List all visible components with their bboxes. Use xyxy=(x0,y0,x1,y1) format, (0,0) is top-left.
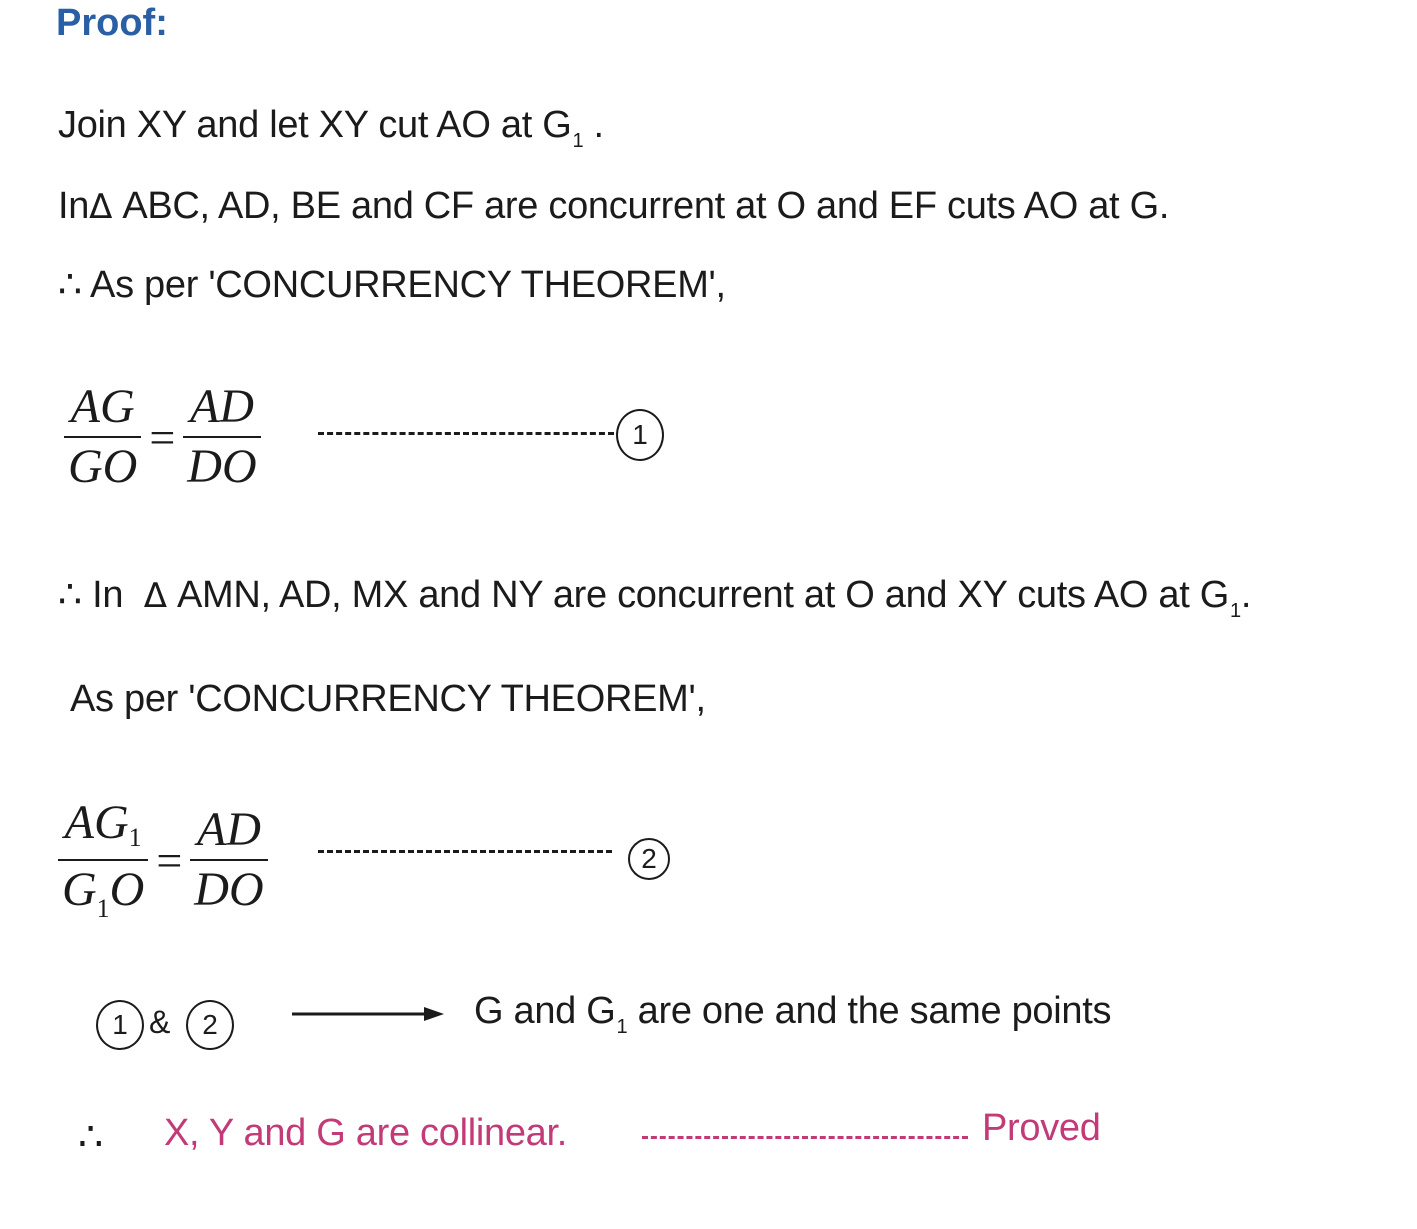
proof-line-abc xyxy=(58,185,1169,228)
subscript: 1 xyxy=(96,894,110,923)
fraction-numerator: AD xyxy=(189,380,254,433)
implies-arrow-icon xyxy=(290,1004,450,1024)
equation-label-1: 1 xyxy=(616,409,664,461)
subscript: 1 xyxy=(572,130,584,152)
line-text: AMN, AD, MX and NY are concurrent at O and XY cuts AO at G xyxy=(166,574,1230,616)
subscript: 1 xyxy=(128,823,142,852)
fraction-ag1-g1o xyxy=(58,794,148,926)
proof-line-join xyxy=(58,104,604,152)
equals-sign: = xyxy=(156,834,183,886)
fraction-ag-go xyxy=(64,378,141,496)
fraction-denominator xyxy=(58,861,148,926)
line-text: ABC, AD, BE and CF are concurrent at O and EF cuts AO at G. xyxy=(112,185,1170,227)
den-o: O xyxy=(109,863,145,916)
line-end: . xyxy=(1240,574,1252,616)
fraction-ad-do xyxy=(183,378,260,496)
fraction-numerator xyxy=(61,794,146,859)
subscript: 1 xyxy=(616,1016,628,1038)
proof-heading: Proof: xyxy=(56,2,168,44)
line-prefix: In xyxy=(81,574,144,616)
text-a: G and G xyxy=(474,990,616,1032)
fraction-denominator: DO xyxy=(187,440,257,493)
proof-line-theorem-1 xyxy=(58,262,726,307)
triangle-symbol: Δ xyxy=(89,187,113,227)
therefore-symbol: ∴ xyxy=(78,1114,104,1160)
reference-1: 1 xyxy=(96,1000,144,1050)
text-b: are one and the same points xyxy=(627,990,1112,1032)
dashed-leader-pink xyxy=(642,1136,968,1139)
reference-2: 2 xyxy=(186,1000,234,1050)
fraction-ad-do xyxy=(190,801,267,919)
dashed-leader xyxy=(318,432,614,435)
num-main: AG xyxy=(64,796,129,849)
conclusion-statement xyxy=(474,990,1112,1038)
equals-sign: = xyxy=(149,411,176,463)
therefore-symbol: ∴ xyxy=(58,262,82,306)
proved-label: Proved xyxy=(982,1107,1101,1149)
fraction-denominator: GO xyxy=(68,440,138,493)
line-text: Join XY and let XY cut AO at G xyxy=(58,104,572,146)
line-text: As per 'CONCURRENCY THEOREM', xyxy=(70,678,706,720)
fraction-numerator: AD xyxy=(196,803,261,856)
den-g: G xyxy=(62,863,97,916)
line-text: As per 'CONCURRENCY THEOREM', xyxy=(81,264,726,306)
equation-label-2: 2 xyxy=(628,838,670,880)
subscript: 1 xyxy=(1230,600,1241,622)
dashed-leader xyxy=(318,850,612,853)
line-end: . xyxy=(583,104,604,146)
triangle-symbol: Δ xyxy=(143,576,167,616)
equation-2 xyxy=(58,794,268,926)
proof-line-amn xyxy=(58,572,1252,622)
fraction-numerator: AG xyxy=(70,380,135,433)
ampersand: & xyxy=(149,1004,171,1040)
line-prefix: In xyxy=(58,185,90,227)
equation-1 xyxy=(64,378,261,496)
therefore-symbol: ∴ xyxy=(58,572,82,616)
fraction-denominator: DO xyxy=(194,863,264,916)
proof-line-theorem-2 xyxy=(70,678,706,721)
collinear-statement: X, Y and G are collinear. xyxy=(164,1112,568,1154)
